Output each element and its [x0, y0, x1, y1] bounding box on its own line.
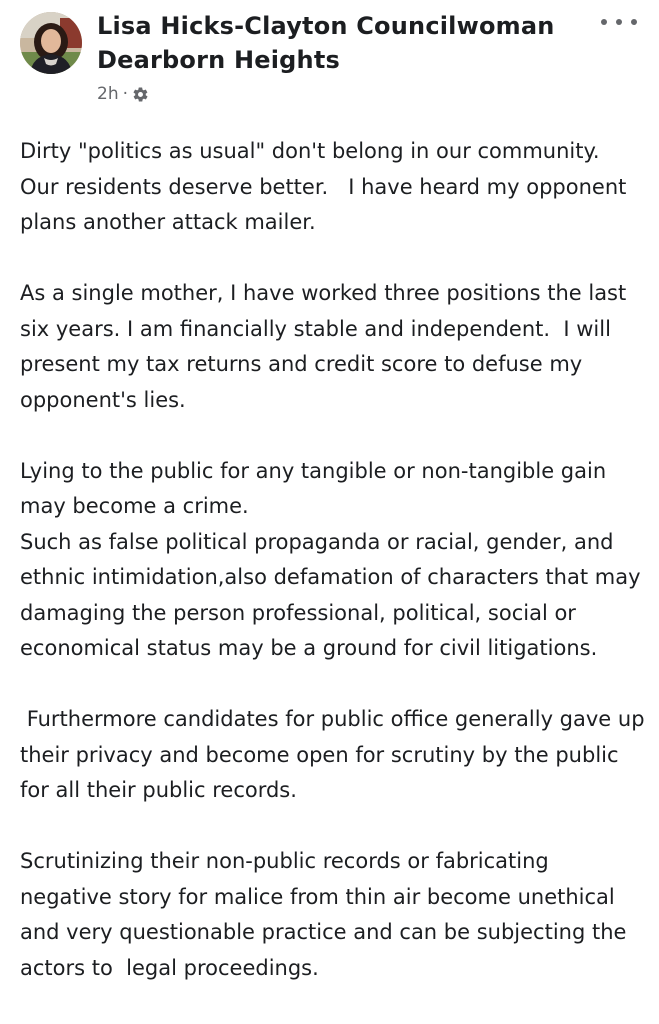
avatar-image	[20, 12, 82, 74]
more-options-dot	[631, 19, 637, 25]
post-paragraph: Dirty "politics as usual" don't belong in our community. Our residents deserve better. I have heard my opponent plans another attack mailer.	[20, 139, 634, 234]
avatar[interactable]	[20, 12, 82, 74]
post-paragraph: Such as false political propaganda or racial, gender, and ethnic intimidation,also defamation of characters that may damaging the person professional, political, social or economical status may be a ground for civil litigations.	[20, 529, 648, 660]
post-paragraph: Furthermore candidates for public office generally gave up their privacy and become open for scrutiny by the public for all their public records.	[20, 707, 652, 802]
meta-separator: ·	[122, 84, 128, 104]
post-paragraph: Lying to the public for any tangible or non-tangible gain may become a crime.	[20, 458, 613, 518]
post-meta	[97, 82, 149, 106]
author-name[interactable]: Lisa Hicks-Clayton Councilwoman Dearborn Heights	[97, 12, 555, 74]
post-paragraph: As a single mother, I have worked three positions the last six years. I am financially stable and independent. I will present my tax returns and credit score to defuse my opponent's lies.	[20, 281, 633, 412]
gear-icon[interactable]	[132, 86, 149, 103]
more-options-button[interactable]	[601, 12, 637, 32]
post-timestamp[interactable]: 2h	[97, 84, 119, 104]
post-body	[20, 134, 652, 986]
more-options-icon	[601, 19, 607, 25]
more-options-dot	[616, 19, 622, 25]
post-paragraph: Scrutinizing their non-public records or fabricating negative story for malice from thin air become unethical and very questionable practice and can be subjecting the actors to legal proceedings.	[20, 849, 634, 980]
